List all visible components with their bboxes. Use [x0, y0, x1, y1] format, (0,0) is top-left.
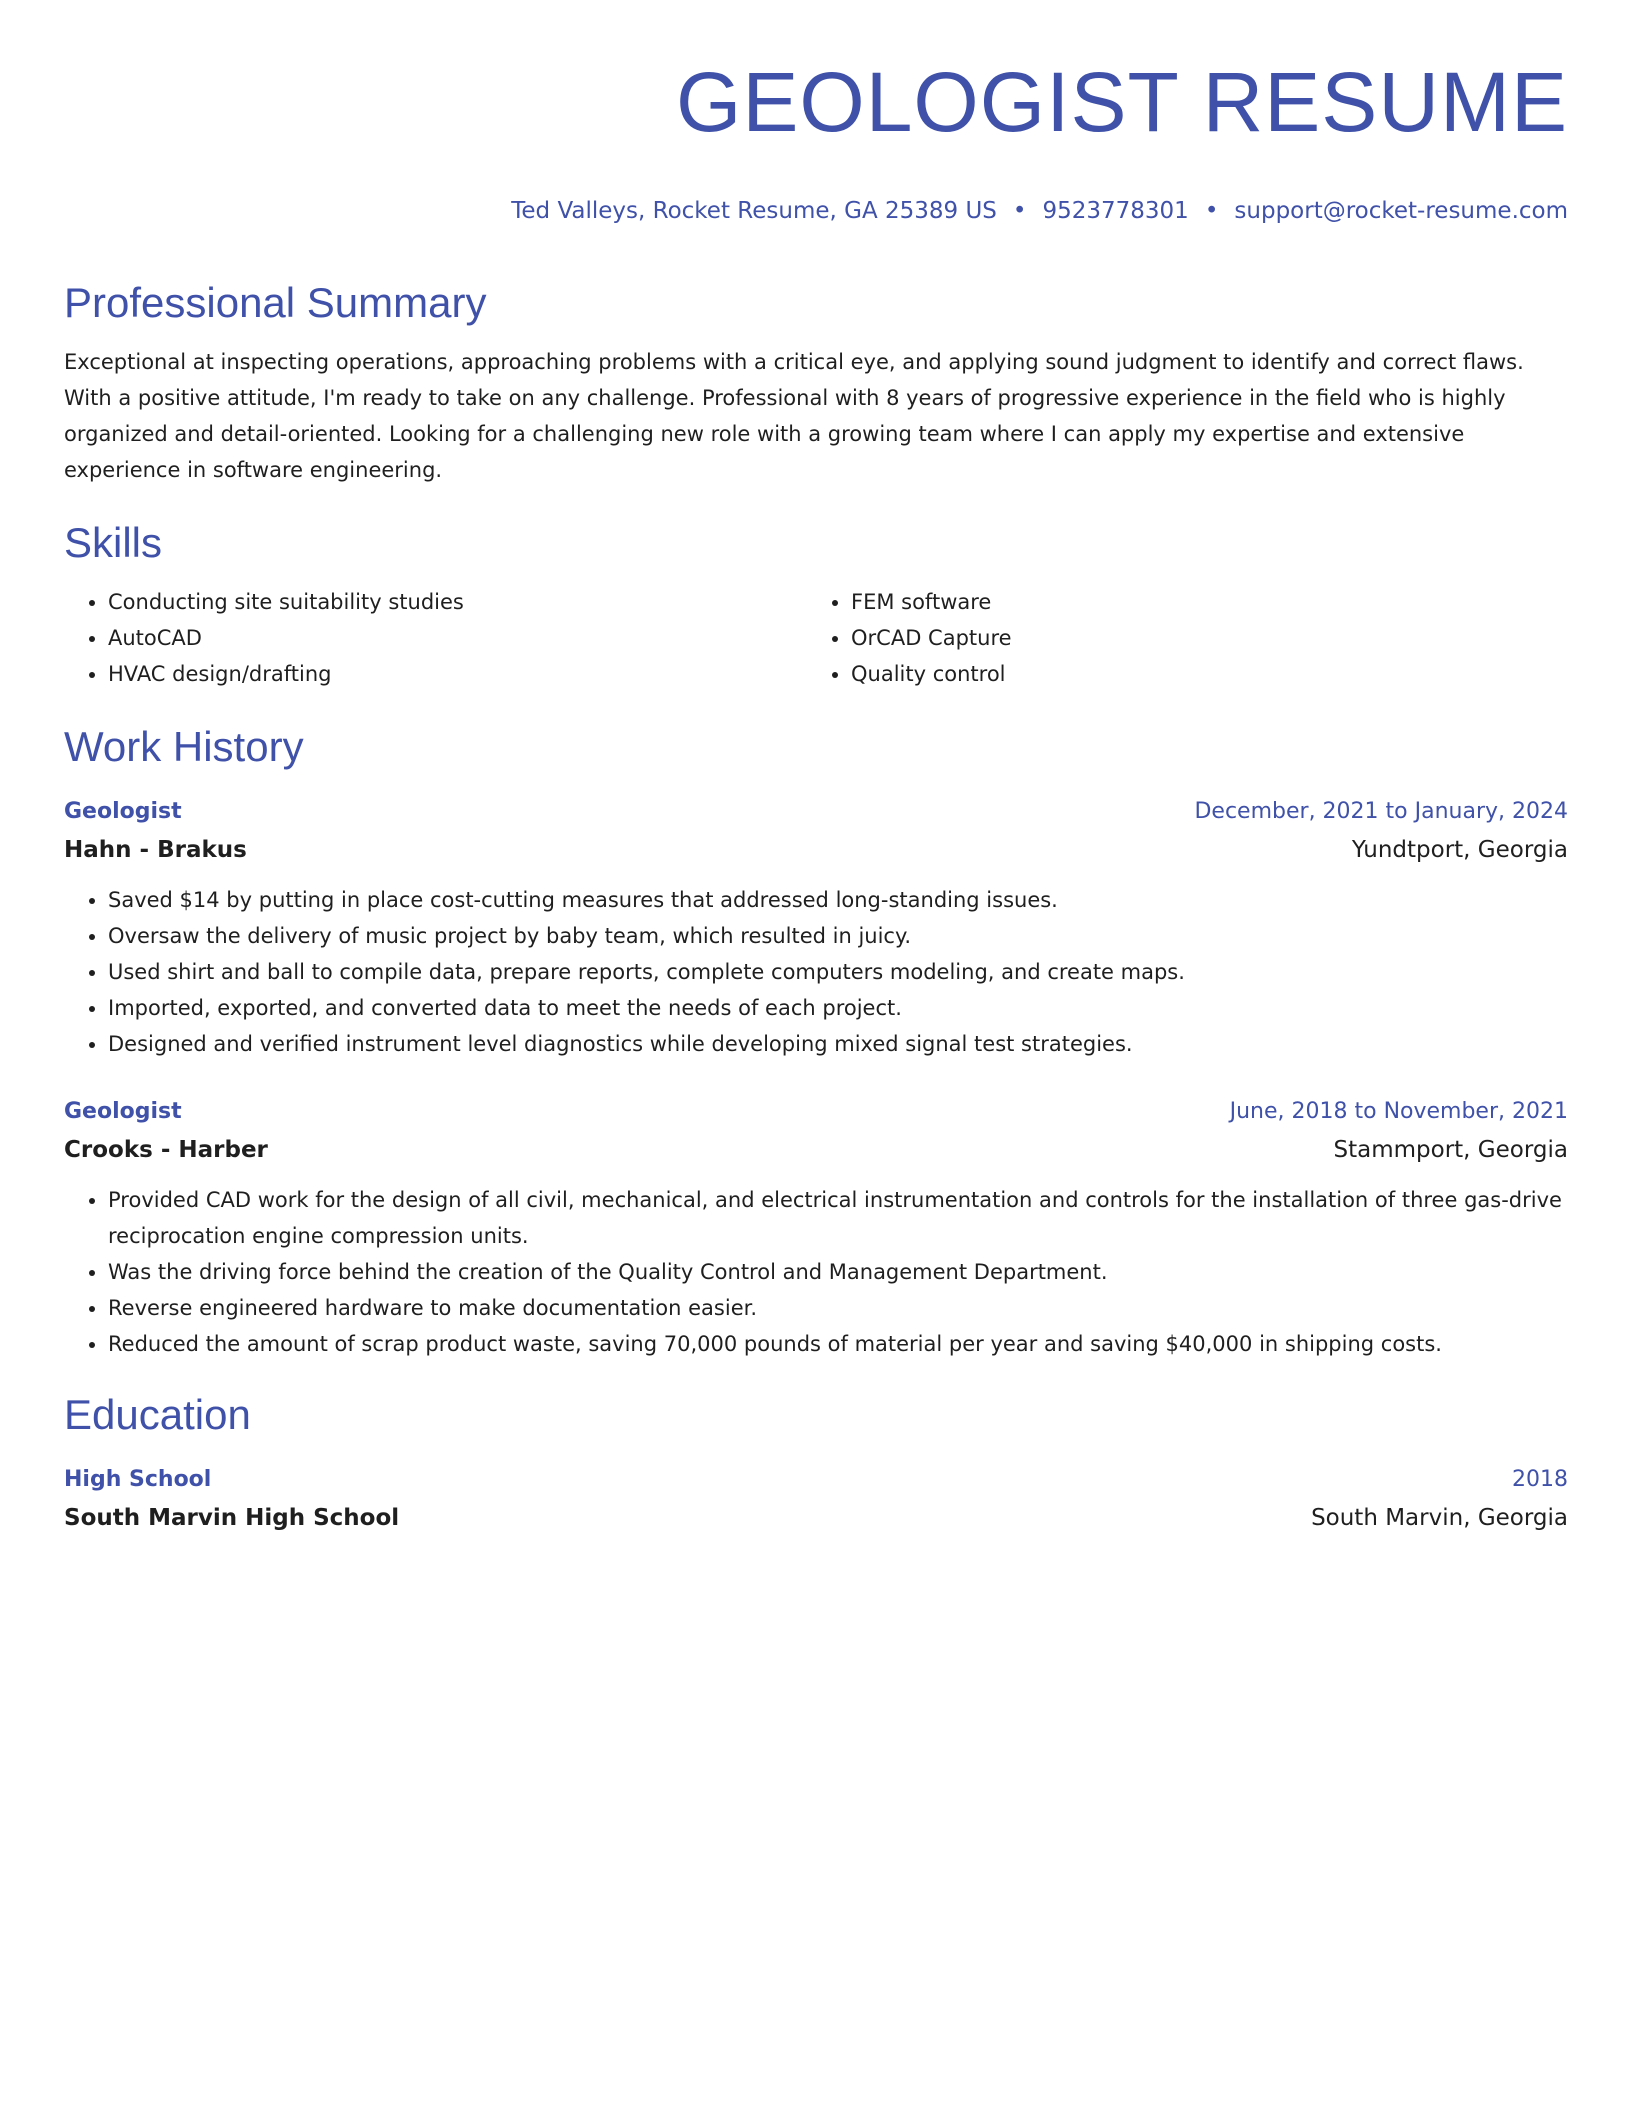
job-title: Geologist — [64, 799, 182, 824]
contact-separator: • — [1012, 198, 1027, 224]
job-location: Yundtport, Georgia — [1351, 837, 1568, 863]
contact-phone: 9523778301 — [1042, 198, 1189, 224]
job-dates: June, 2018 to November, 2021 — [1229, 1099, 1568, 1124]
job-bullet: • Oversaw the delivery of music project by baby team, which resulted in juicy. — [108, 918, 1568, 954]
work-entry-header — [64, 1094, 1568, 1130]
job-company: Hahn - Brakus — [64, 837, 247, 863]
skills-column-right — [807, 584, 1550, 692]
work-entry — [64, 794, 1568, 1062]
job-bullet: • Was the driving force behind the creation of the Quality Control and Management Department. — [108, 1254, 1568, 1290]
skill-item: • Quality control — [851, 656, 1550, 692]
resume-page — [64, 0, 1568, 1538]
work-entry — [64, 1094, 1568, 1362]
contact-address: Ted Valleys, Rocket Resume, GA 25389 US — [511, 198, 997, 224]
education-degree: High School — [64, 1467, 212, 1492]
section-heading-education: Education — [64, 1391, 251, 1438]
summary-text: Exceptional at inspecting operations, approaching problems with a critical eye, and applying sound judgment to identify and correct flaws. With a positive attitude, I'm ready to take on any challenge. Professional with 8 years of progressive experience in the field who is highly organized and detail-oriented. Looking for a challenging new role with a growing team where I can apply my expertise and extensive experience in software engineering. — [64, 350, 1524, 482]
education-location: South Marvin, Georgia — [1311, 1505, 1568, 1531]
job-company: Crooks - Harber — [64, 1137, 268, 1163]
education-school: South Marvin High School — [64, 1505, 400, 1531]
skills-column-left — [64, 584, 807, 692]
contact-email: support@rocket-resume.com — [1234, 198, 1568, 224]
skill-item: • Conducting site suitability studies — [108, 584, 807, 620]
section-heading-summary: Professional Summary — [64, 279, 487, 326]
job-bullets — [64, 1182, 1568, 1362]
education-entry — [64, 1462, 1568, 1538]
skill-item: • OrCAD Capture — [851, 620, 1550, 656]
skill-item: • HVAC design/drafting — [108, 656, 807, 692]
work-entry-subheader — [64, 830, 1568, 870]
education-entry-header — [64, 1462, 1568, 1498]
skill-item: • FEM software — [851, 584, 1550, 620]
education-year: 2018 — [1512, 1467, 1568, 1492]
job-bullet: • Imported, exported, and converted data to meet the needs of each project. — [108, 990, 1568, 1026]
job-bullet: • Used shirt and ball to compile data, prepare reports, complete computers modeling, and create maps. — [108, 954, 1568, 990]
job-bullet: • Designed and verified instrument level diagnostics while developing mixed signal test strategies. — [108, 1026, 1568, 1062]
job-location: Stammport, Georgia — [1333, 1137, 1568, 1163]
contact-separator: • — [1204, 198, 1219, 224]
section-heading-skills: Skills — [64, 519, 163, 566]
job-title: Geologist — [64, 1099, 182, 1124]
job-bullets — [64, 882, 1568, 1062]
job-bullet: • Reverse engineered hardware to make documentation easier. — [108, 1290, 1568, 1326]
job-bullet: • Provided CAD work for the design of all civil, mechanical, and electrical instrumentation and controls for the installation of three gas-drive reciprocation engine compression units. — [108, 1182, 1568, 1254]
job-bullet: • Saved $14 by putting in place cost-cutting measures that addressed long-standing issues. — [108, 882, 1568, 918]
work-entry-header — [64, 794, 1568, 830]
job-dates: December, 2021 to January, 2024 — [1194, 799, 1568, 824]
section-heading-work-history: Work History — [64, 723, 304, 770]
skills-list — [64, 584, 1568, 692]
education-entry-subheader — [64, 1498, 1568, 1538]
job-bullet: • Reduced the amount of scrap product waste, saving 70,000 pounds of material per year and saving $40,000 in shipping costs. — [108, 1326, 1568, 1362]
contact-line — [64, 196, 1568, 226]
resume-title: GEOLOGIST RESUME — [676, 55, 1568, 149]
work-entry-subheader — [64, 1130, 1568, 1170]
skill-item: • AutoCAD — [108, 620, 807, 656]
